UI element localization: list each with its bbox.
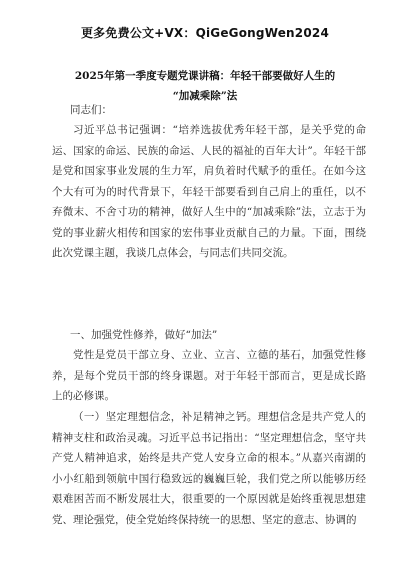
paragraph-2: 党性是党员干部立身、立业、立言、立德的基石，加强党性修养，是每个党员干部的终身课题。对于年轻干部而言，更是成长路上的必修课。 [52,349,366,402]
salutation: 同志们： [70,104,112,116]
title-line-2: “加减乘除”法 [172,90,238,102]
paragraph-block-3 [52,407,366,530]
title-line-1: 2025年第一季度专题党课讲稿：年轻干部要做好人生的 [74,70,336,82]
paragraph-block-2 [52,345,366,407]
paragraph-intro [52,120,366,264]
watermark-header: 更多免费公文+VX：QiGeGongWen2024 [80,26,329,40]
section-heading-1: 一、加强党性修养，做好“加法” [70,329,218,341]
paragraph-1: 习近平总书记强调：“培养选拔优秀年轻干部，是关乎党的命运、国家的命运、民族的命运、人民的福祉的百年大计”。年轻干部是党和国家事业发展的生力军，肩负着时代赋予的重任。在如今这个大有可为的时代背景下，年轻干部要看到自己肩上的重任，以不弃微末、不舍寸功的精神，做好人生中的“加减乘除”法，立志于为党的事业薪火相传和国家的宏伟事业贡献自己的力量。下面，围绕此次党课主题，我谈几点体会，与同志们共同交流。 [52,124,366,259]
paragraph-3: （一）坚定理想信念，补足精神之钙。理想信念是共产党人的精神支柱和政治灵魂。习近平总书记指出：“坚定理想信念，坚守共产党人精神追求，始终是共产党人安身立命的根本。”从嘉兴南湖的小小红船到领航中国行稳致远的巍巍巨轮，我们党之所以能够历经艰难困苦而不断发展壮大，很重要的一个原因就是始终重视思想建党、理论强党，使全党始终保持统一的思想、坚定的意志、协调的 [52,411,366,526]
